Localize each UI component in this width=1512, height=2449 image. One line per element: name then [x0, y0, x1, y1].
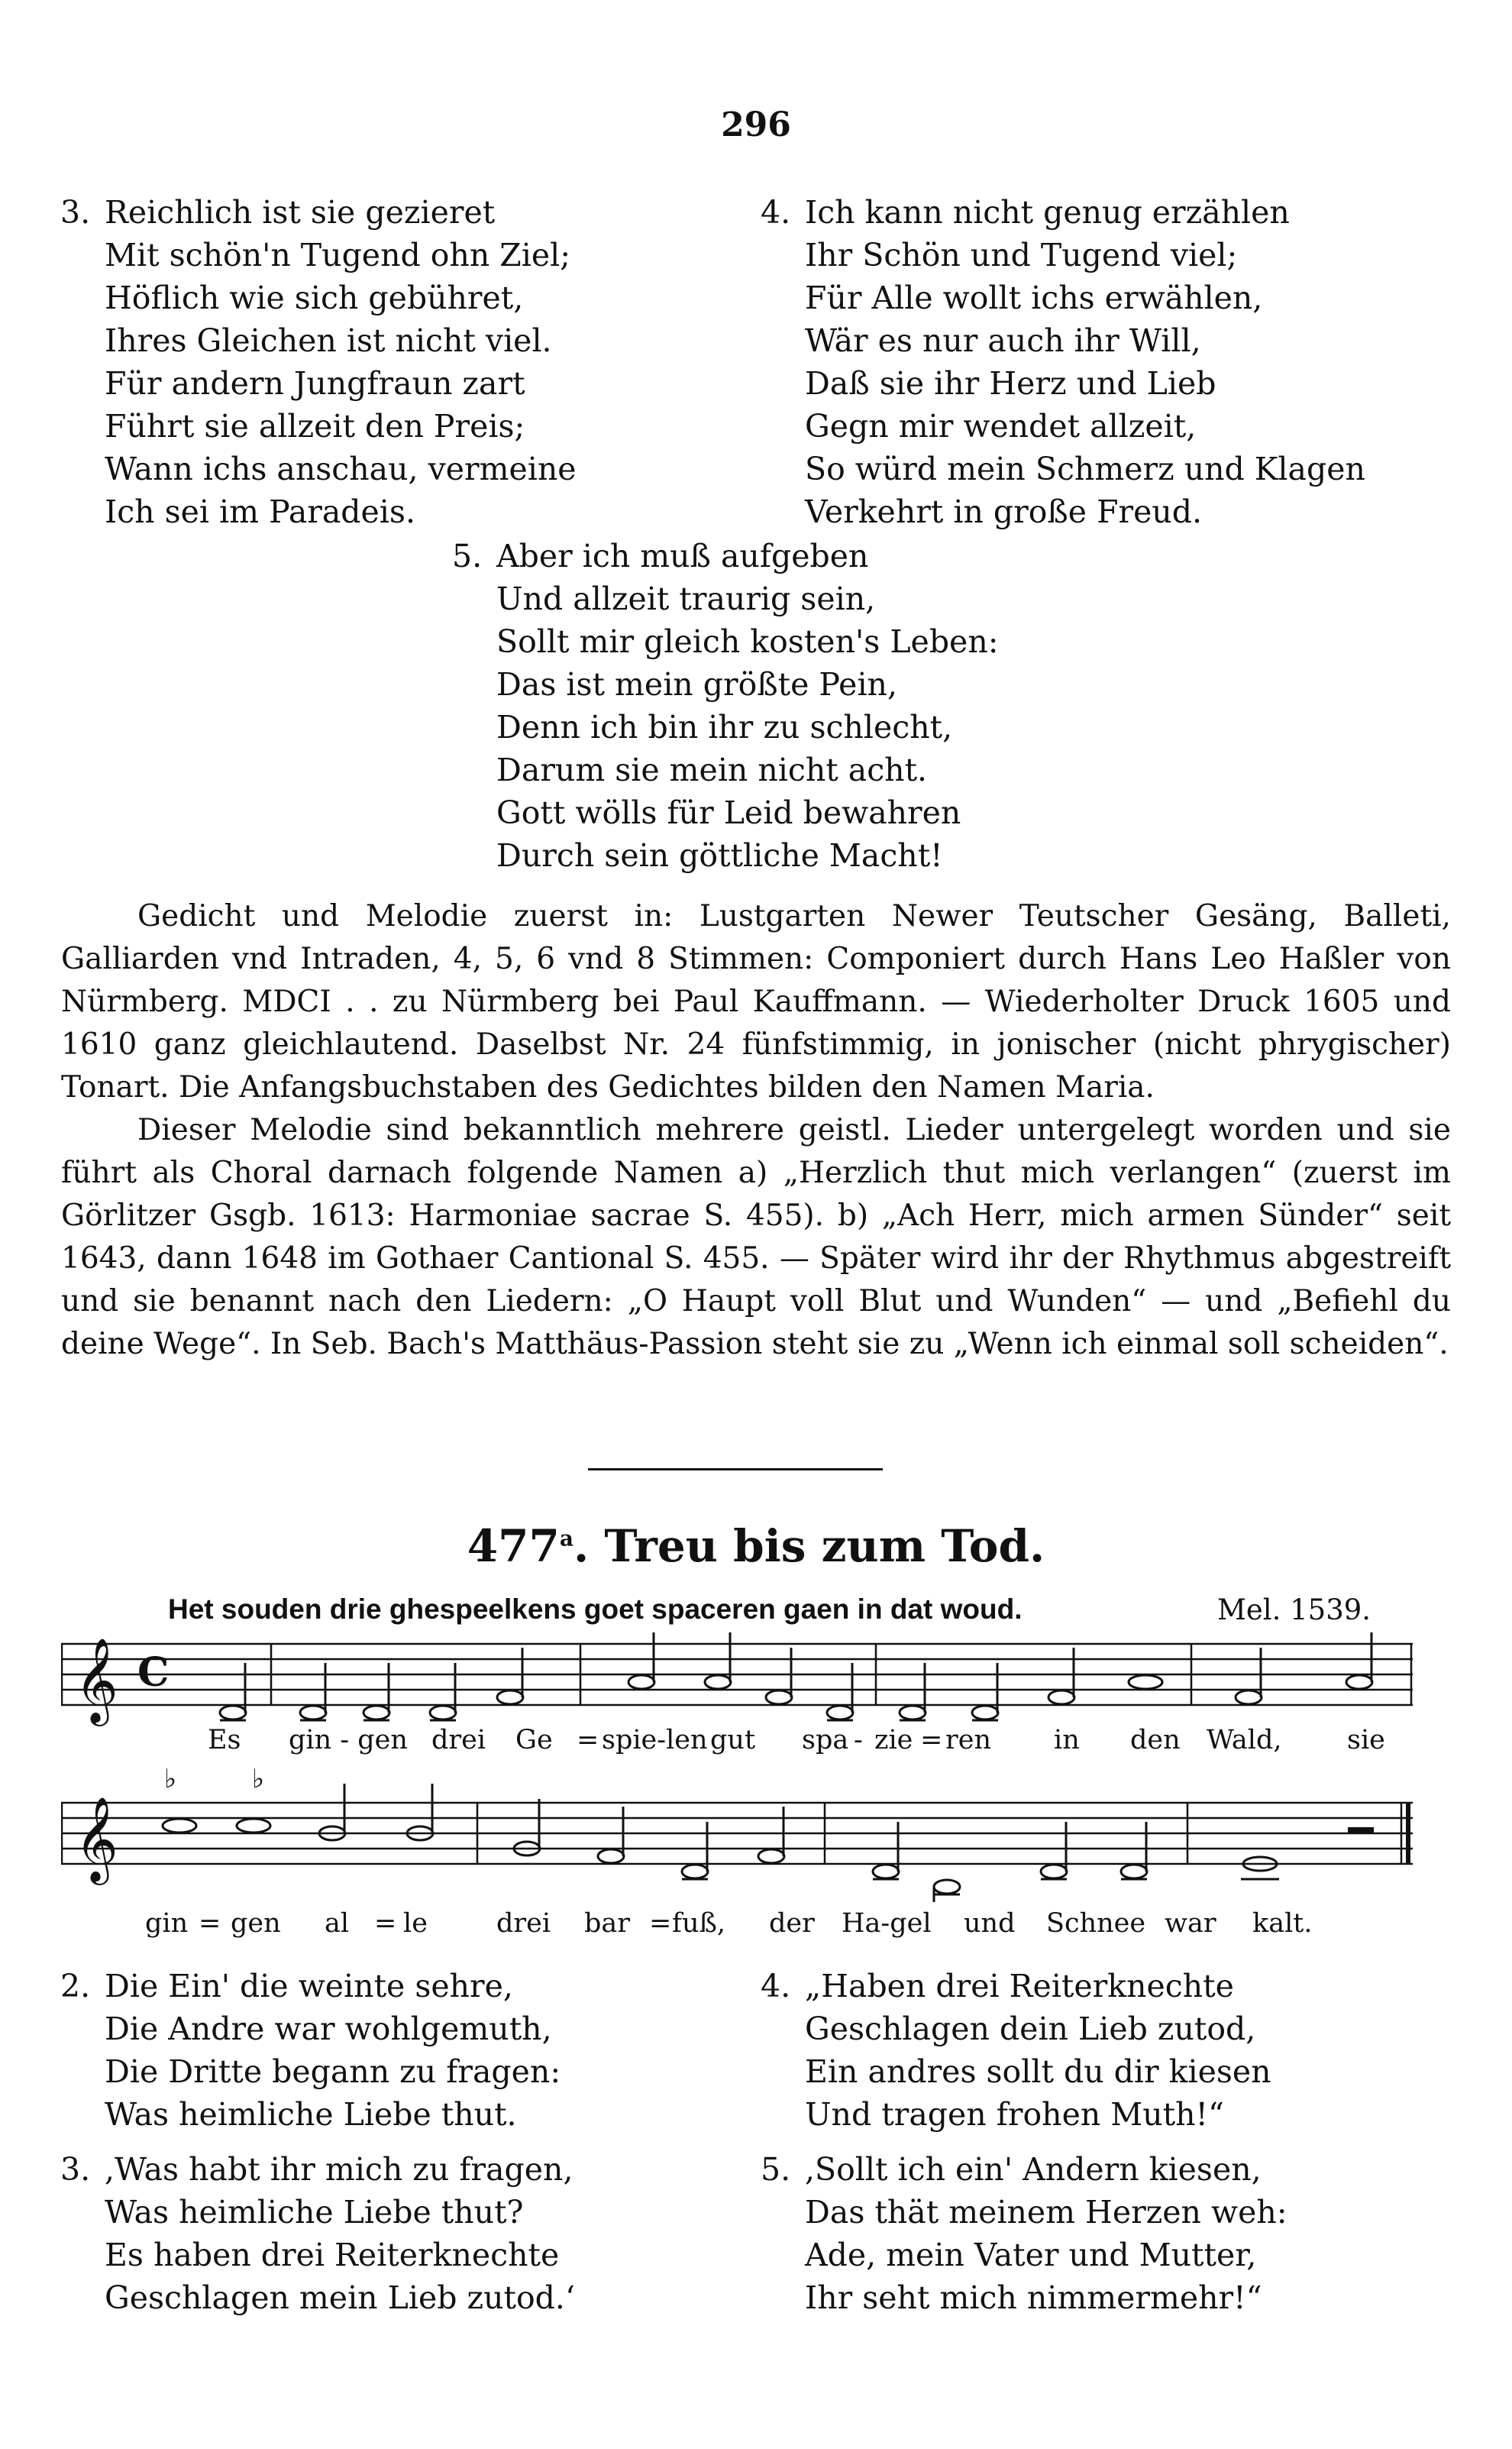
verse-line: Führt sie allzeit den Preis; — [105, 408, 525, 445]
lyric-syllable: in — [1054, 1725, 1080, 1755]
stanza-number: 2. — [60, 1968, 91, 2004]
verse-line: „Haben drei Reiterknechte — [805, 1968, 1234, 2004]
lyric-syllable: kalt. — [1252, 1908, 1313, 1939]
page-number: 296 — [721, 105, 791, 144]
lyric-syllable: Ge — [515, 1725, 553, 1755]
lyric-syllable: drei — [496, 1908, 551, 1939]
verse-line: Höflich wie sich gebühret, — [105, 280, 524, 316]
song-incipit: Het souden drie ghespeelkens goet spaceren gaen in dat woud. — [168, 1593, 1023, 1625]
stanza-number: 4. — [761, 1968, 791, 2004]
verse-line: Denn ich bin ihr zu schlecht, — [496, 709, 953, 746]
verse-line: Ade, mein Vater und Mutter, — [805, 2237, 1257, 2273]
stanza-3b — [60, 2148, 575, 2319]
commentary — [61, 895, 1451, 1366]
lyric-syllable: Es — [208, 1725, 241, 1755]
verse-line: Mit schön'n Tugend ohn Ziel; — [105, 237, 571, 273]
verse-line: Was heimliche Liebe thut. — [105, 2096, 517, 2133]
lyric-syllable: drei — [431, 1725, 486, 1755]
lyric-syllable: gen — [231, 1908, 281, 1939]
verse-line: Ich sei im Paradeis. — [105, 493, 415, 530]
stanza-number: 3. — [60, 194, 91, 231]
lyrics-line-2 — [0, 1908, 1512, 1946]
verse-line: ,Was habt ihr mich zu fragen, — [105, 2151, 573, 2188]
lyric-syllable: Ha-gel — [842, 1908, 932, 1939]
verse-line: Es haben drei Reiterknechte — [105, 2237, 560, 2273]
verse-line: Ich kann nicht genug erzählen — [805, 194, 1290, 231]
lyric-syllable: = — [920, 1725, 943, 1755]
stanza-number: 5. — [452, 538, 483, 574]
stanza-3 — [60, 191, 577, 533]
lyric-syllable: = — [199, 1908, 221, 1939]
lyric-syllable: = — [374, 1908, 397, 1939]
music-staff-2 — [61, 1765, 1413, 1902]
stanza-number: 5. — [761, 2151, 791, 2188]
stanza-number: 3. — [60, 2151, 91, 2188]
lyric-syllable: le — [403, 1908, 428, 1939]
verse-line: Gegn mir wendet allzeit, — [805, 408, 1197, 445]
lyric-syllable: gut — [710, 1725, 756, 1755]
lyric-syllable: al — [325, 1908, 350, 1939]
verse-line: Geschlagen mein Lieb zutod.‘ — [105, 2279, 575, 2316]
flat-sign-icon: ♭ — [164, 1765, 177, 1794]
verse-line: Sollt mir gleich kosten's Leben: — [496, 623, 999, 660]
lyric-syllable: spa — [802, 1725, 849, 1755]
lyric-syllable: bar — [584, 1908, 631, 1939]
lyric-syllable: fuß, — [672, 1908, 725, 1939]
verse-line: Die Andre war wohlgemuth, — [105, 2011, 552, 2047]
verse-line: Aber ich muß aufgeben — [496, 538, 869, 574]
verse-line: Das ist mein größte Pein, — [496, 666, 897, 703]
verse-line: Reichlich ist sie gezieret — [105, 194, 496, 231]
verse-line: Ihr Schön und Tugend viel; — [805, 237, 1238, 273]
verse-line: Wär es nur auch ihr Will, — [805, 322, 1201, 359]
verse-line: Ihr seht mich nimmermehr!“ — [805, 2279, 1262, 2316]
lyrics-line-1 — [0, 1725, 1512, 1763]
stanza-2 — [60, 1965, 561, 2136]
verse-line: Ihres Gleichen ist nicht viel. — [105, 322, 552, 359]
lyric-syllable: der — [769, 1908, 815, 1939]
lyric-syllable: spie-len — [602, 1725, 708, 1755]
flat-sign-icon: ♭ — [252, 1765, 265, 1794]
stanza-4b — [761, 1965, 1271, 2136]
commentary-paragraph: Gedicht und Melodie zuerst in: Lustgarten Newer Teutscher Gesäng, Balleti, Galliarden vnd Intraden, 4, 5, 6 vnd 8 Stimmen: Componiert durch Hans Leo Haßler von Nürmberg. MDCI . . zu Nürmberg bei Paul Kauffmann. — Wiederholter Druck 1605 und 1610 ganz gleichlautend. Daselbst Nr. 24 fünfstimmig, in jonischer (nicht phrygischer) Tonart. Die Anfangsbuchstaben des Gedichtes bilden den Namen Maria. — [61, 899, 1451, 1105]
verse-line: So würd mein Schmerz und Klagen — [805, 451, 1365, 487]
treble-clef-icon: 𝄞 — [75, 1637, 118, 1723]
verse-line: Wann ichs anschau, vermeine — [105, 451, 577, 487]
song-title: Treu bis zum Tod. — [604, 1520, 1045, 1572]
stanza-5 — [452, 535, 999, 877]
lyric-syllable: = — [649, 1908, 672, 1939]
verse-line: Ein andres sollt du dir kiesen — [805, 2053, 1271, 2090]
lyric-syllable: sie — [1347, 1725, 1385, 1755]
lyric-syllable: = — [577, 1725, 599, 1755]
lyric-syllable: den — [1130, 1725, 1181, 1755]
lyric-syllable: Wald, — [1207, 1725, 1282, 1755]
verse-line: Für Alle wollt ichs erwählen, — [805, 280, 1263, 316]
verse-line: Die Ein' die weinte sehre, — [105, 1968, 513, 2004]
rest-icon — [1348, 1827, 1374, 1834]
stanza-4 — [761, 191, 1365, 533]
lyric-syllable: - — [854, 1725, 863, 1755]
lyric-syllable: Schnee — [1046, 1908, 1146, 1939]
lyric-syllable: gin — [145, 1908, 189, 1939]
song-number-suffix: a — [559, 1525, 574, 1551]
verse-line: Und tragen frohen Muth!“ — [805, 2096, 1224, 2133]
verse-line: Durch sein göttliche Macht! — [496, 837, 943, 874]
treble-clef-icon: 𝄞 — [75, 1796, 118, 1881]
verse-line: Die Dritte begann zu fragen: — [105, 2053, 561, 2090]
lyric-syllable: und — [964, 1908, 1016, 1939]
common-time-icon: C — [137, 1649, 170, 1696]
lyric-syllable: zie — [874, 1725, 913, 1755]
verse-line: Darum sie mein nicht acht. — [496, 752, 928, 788]
commentary-paragraph: Dieser Melodie sind bekanntlich mehrere geistl. Lieder untergelegt worden und sie führt als Choral darnach folgende Namen a) „Herzlich thut mich verlangen“ (zuerst im Görlitzer Gsgb. 1613: Harmoniae sacrae S. 455). b) „Ach Herr, mich armen Sünder“ seit 1643, dann 1648 im Gothaer Cantional S. 455. — Später wird ihr der Rhythmus abgestreift und sie benannt nach den Liedern: „O Haupt voll Blut und Wunden“ — und „Befiehl du deine Wege“. In Seb. Bach's Matthäus-Passion steht sie zu „Wenn ich einmal soll scheiden“. — [61, 1113, 1451, 1361]
lyric-syllable: war — [1165, 1908, 1216, 1939]
lyric-syllable: gin - gen — [289, 1725, 408, 1755]
lyric-syllable: ren — [945, 1725, 991, 1755]
song-heading: 477$^a$. Treu bis zum Tod. — [467, 1520, 1045, 1572]
verse-line: Für andern Jungfraun zart — [105, 365, 525, 402]
verse-line: Das thät meinem Herzen weh: — [805, 2194, 1287, 2231]
melody-reference: Mel. 1539. — [1217, 1593, 1371, 1626]
stanza-5b — [761, 2148, 1287, 2319]
verse-line: Und allzeit traurig sein, — [496, 581, 876, 617]
stanza-number: 4. — [761, 194, 791, 231]
verse-line: Was heimliche Liebe thut? — [105, 2194, 524, 2231]
verse-line: Daß sie ihr Herz und Lieb — [805, 365, 1216, 402]
verse-line: Gott wölls für Leid bewahren — [496, 794, 961, 831]
section-divider — [588, 1468, 883, 1470]
verse-line: Geschlagen dein Lieb zutod, — [805, 2011, 1256, 2047]
verse-line: ,Sollt ich ein' Andern kiesen, — [805, 2151, 1262, 2188]
song-number: 477 — [467, 1520, 560, 1572]
verse-line: Verkehrt in große Freud. — [805, 493, 1203, 530]
